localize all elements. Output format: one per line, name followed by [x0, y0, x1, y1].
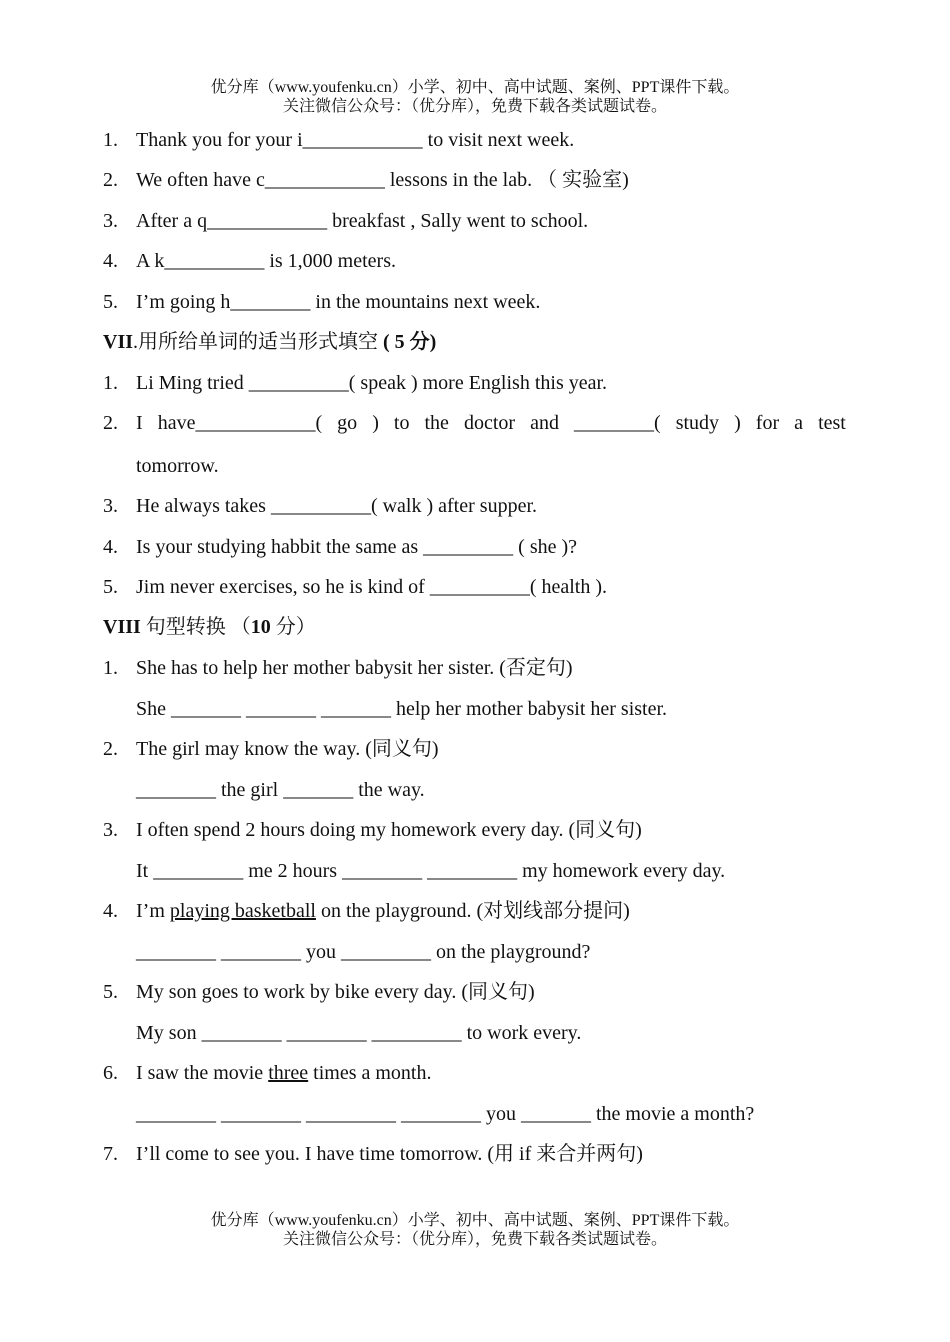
item-question: She has to help her mother babysit her sister. (否定句)	[136, 657, 573, 679]
section-roman: VIII	[103, 616, 141, 638]
section-title: .用所给单词的适当形式填空	[133, 331, 379, 353]
word: to	[393, 412, 410, 434]
question-text: I’m	[136, 900, 170, 922]
question-text: I saw the movie	[136, 1062, 269, 1084]
item-text: Thank you for your i____________ to visit next week.	[136, 129, 575, 151]
section-heading-viii	[103, 615, 316, 639]
item-number: 2.	[103, 738, 118, 760]
item-answer: ________ ________ you _________ on the playground?	[136, 941, 591, 963]
item-question: I often spend 2 hours doing my homework every day. (同义句)	[136, 819, 642, 841]
footer-line-1: 优分库（www.youfenku.cn）小学、初中、高中试题、案例、PPT课件下载。	[210, 1212, 740, 1229]
word: a	[794, 412, 804, 434]
word: I	[136, 412, 143, 434]
item-number: 1.	[103, 657, 118, 679]
item-answer: ________ the girl _______ the way.	[136, 779, 425, 801]
item-number: 3.	[103, 819, 118, 841]
item-text: Li Ming tried __________( speak ) more English this year.	[136, 372, 608, 394]
item-answer: It _________ me 2 hours ________ _________ my homework every day.	[136, 860, 726, 882]
word: doctor	[463, 412, 516, 434]
word: ________(	[574, 412, 661, 434]
item-text-justified	[136, 411, 846, 435]
item-text: tomorrow.	[136, 455, 219, 477]
word: study	[675, 412, 720, 434]
item-question	[136, 1061, 432, 1085]
item-number: 3.	[103, 210, 118, 232]
item-number: 4.	[103, 250, 118, 272]
underlined-phrase: three	[268, 1062, 309, 1084]
item-text: After a q____________ breakfast , Sally went to school.	[136, 210, 589, 232]
section-roman: VII	[103, 331, 134, 353]
item-number: 4.	[103, 900, 118, 922]
word: have____________(	[157, 412, 323, 434]
word: )	[734, 412, 741, 434]
item-text: We often have c____________ lessons in the lab. （ 实验室)	[136, 169, 629, 191]
item-answer: ________ ________ _________ ________ you _______ the movie a month?	[136, 1103, 755, 1125]
item-text: A k__________ is 1,000 meters.	[136, 250, 396, 272]
item-number: 1.	[103, 372, 118, 394]
section-score: 10	[250, 616, 271, 638]
item-number: 7.	[103, 1143, 118, 1165]
item-question: I’ll come to see you. I have time tomorrow. (用 if 来合并两句)	[136, 1143, 643, 1165]
underlined-phrase: playing basketball	[169, 900, 316, 922]
word: and	[530, 412, 559, 434]
item-number: 5.	[103, 576, 118, 598]
header-line-1: 优分库（www.youfenku.cn）小学、初中、高中试题、案例、PPT课件下载。	[210, 79, 740, 96]
section-heading-vii	[103, 330, 436, 354]
item-text: Jim never exercises, so he is kind of __________( health ).	[136, 576, 608, 598]
item-text: Is your studying habbit the same as _________ ( she )?	[136, 536, 578, 558]
question-text: on the playground. (对划线部分提问)	[315, 900, 630, 922]
item-number: 2.	[103, 412, 118, 434]
word: for	[755, 412, 780, 434]
item-number: 1.	[103, 129, 118, 151]
page-footer	[0, 1211, 950, 1249]
question-text: times a month.	[308, 1062, 432, 1084]
item-number: 5.	[103, 291, 118, 313]
section-score-end: 分）	[270, 616, 316, 638]
item-question: The girl may know the way. (同义句)	[136, 738, 439, 760]
item-question	[136, 899, 630, 923]
word: test	[818, 412, 846, 434]
item-number: 4.	[103, 536, 118, 558]
page-header	[0, 78, 950, 116]
section-title: 句型转换 （	[140, 616, 251, 638]
section-score: ( 5 分)	[383, 331, 437, 353]
word: the	[424, 412, 449, 434]
word: )	[372, 412, 379, 434]
item-number: 3.	[103, 495, 118, 517]
word: go	[337, 412, 358, 434]
item-text: He always takes __________( walk ) after supper.	[136, 495, 537, 517]
footer-line-2: 关注微信公众号：（优分库），免费下载各类试题试卷。	[282, 1231, 667, 1248]
item-answer: My son ________ ________ _________ to work every.	[136, 1022, 582, 1044]
item-number: 6.	[103, 1062, 118, 1084]
item-number: 5.	[103, 981, 118, 1003]
item-text: I’m going h________ in the mountains next week.	[136, 291, 541, 313]
item-answer: She _______ _______ _______ help her mother babysit her sister.	[136, 698, 668, 720]
header-line-2: 关注微信公众号：（优分库），免费下载各类试题试卷。	[282, 98, 667, 115]
item-question: My son goes to work by bike every day. (同义句)	[136, 981, 535, 1003]
item-number: 2.	[103, 169, 118, 191]
